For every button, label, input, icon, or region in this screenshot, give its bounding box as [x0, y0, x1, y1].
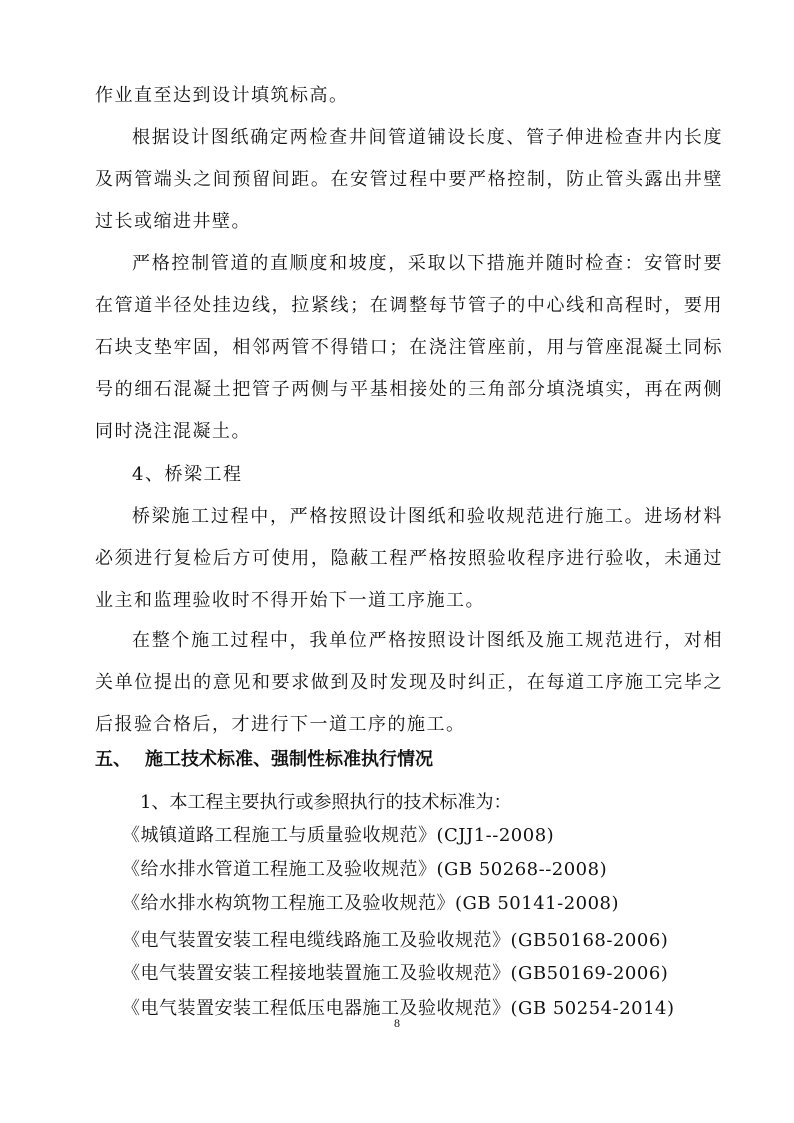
section-title: 施工技术标准、强制性标准执行情况	[145, 749, 433, 770]
page-number: 8	[394, 1016, 400, 1030]
section-heading	[95, 745, 433, 775]
paragraph-fill-height: 作业直至达到设计填筑标高。	[95, 85, 349, 106]
standard-item: 《电气装置安装工程接地装置施工及验收规范》(GB50169-2006)	[122, 963, 669, 984]
standard-item: 《电气装置安装工程低压电器施工及验收规范》(GB 50254-2014)	[122, 998, 675, 1019]
paragraph-bridge-construction: 桥梁施工过程中，严格按照设计图纸和验收规范进行施工。进场材料必须进行复检后方可使用，隐蔽工程严格按照验收程序进行验收，未通过业主和监理验收时不得开始下一道工序施工。	[95, 506, 723, 611]
paragraph-pipe-length: 根据设计图纸确定两检查井间管道铺设长度、管子伸进检查井内长度及两管端头之间预留间距。在安管过程中要严格控制，防止管头露出井壁过长或缩进井壁。	[95, 127, 723, 232]
standards-intro: 1、本工程主要执行或参照执行的技术标准为：	[140, 792, 512, 813]
paragraph-pipe-alignment: 严格控制管道的直顺度和坡度，采取以下措施并随时检查：安管时要在管道半径处挂边线，拉紧线；在调整每节管子的中心线和高程时，要用石块支垫牢固，相邻两管不得错口；在浇注管座前，用与管座混凝土同标号的细石混凝土把管子两侧与平基相接处的三角部分填浇填实，再在两侧同时浇注混凝土。	[95, 253, 723, 442]
section-number: 五、	[95, 749, 131, 770]
standard-item: 《城镇道路工程施工与质量验收规范》(CJJ1--2008)	[122, 825, 555, 846]
paragraph-quality-control: 在整个施工过程中，我单位严格按照设计图纸及施工规范进行，对相关单位提出的意见和要求做到及时发现及时纠正，在每道工序施工完毕之后报验合格后，才进行下一道工序的施工。	[95, 630, 723, 735]
standard-item: 《电气装置安装工程电缆线路施工及验收规范》(GB50168-2006)	[122, 930, 669, 951]
subheading-bridge-works: 4、桥梁工程	[132, 464, 243, 485]
standard-item: 《给水排水管道工程施工及验收规范》(GB 50268--2008)	[122, 859, 608, 880]
standard-item: 《给水排水构筑物工程施工及验收规范》(GB 50141-2008)	[122, 893, 620, 914]
